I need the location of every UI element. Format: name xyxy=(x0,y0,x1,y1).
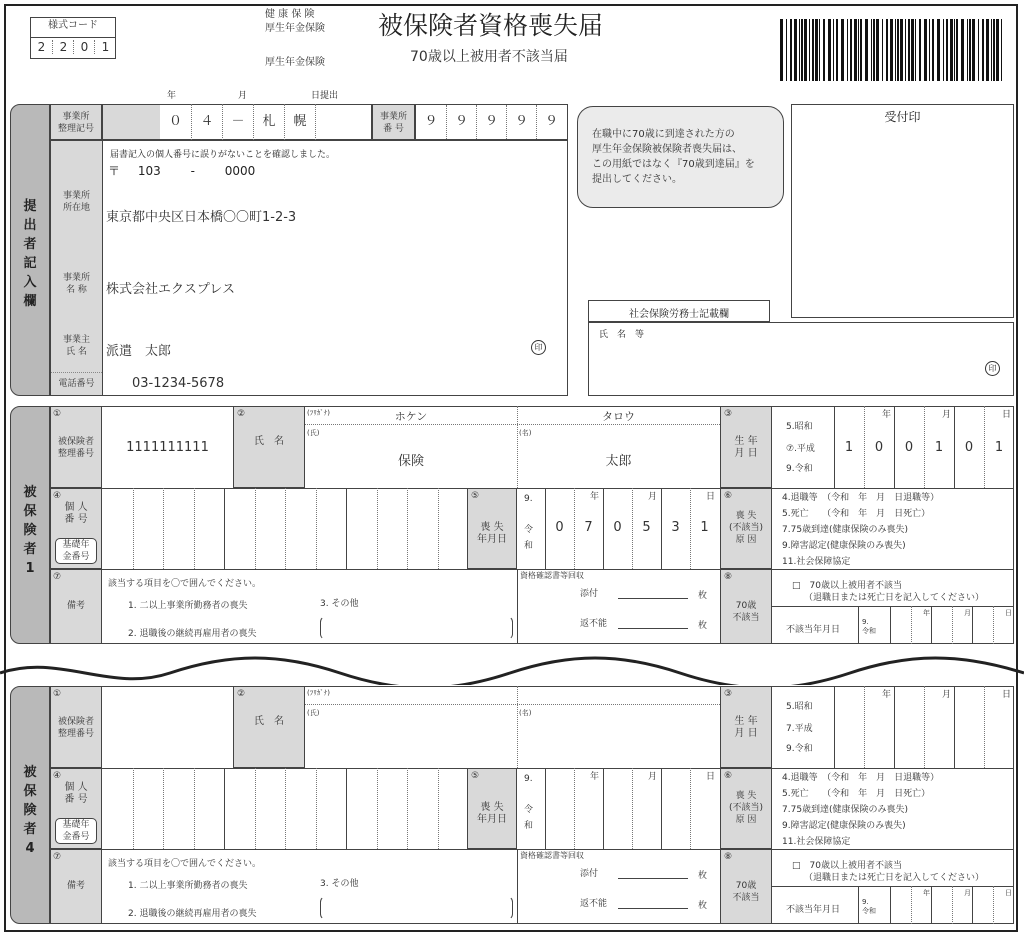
insured4-remarks-label: 備考 xyxy=(66,881,85,891)
insured1-side-label xyxy=(10,406,50,644)
phone-label: 電話番号 xyxy=(58,379,95,389)
insured4-age70-label: 70歳 不該当 xyxy=(732,881,760,903)
insured4-num1: ① xyxy=(52,689,62,699)
form-code-digit: 0 xyxy=(73,40,95,54)
form-code-digit: 2 xyxy=(52,40,74,54)
postal-dash: - xyxy=(190,164,195,178)
office-number-digit: ９ xyxy=(506,105,536,139)
insured1-era-heisei: ⑦.平成 xyxy=(786,444,815,454)
insured1-loss-digit: 0 xyxy=(555,520,564,535)
insured1-era-showa: 5.昭和 xyxy=(786,422,813,432)
insured1-loss-digit: 1 xyxy=(700,520,709,535)
side-char: 記 xyxy=(23,256,37,271)
insured4-side-label xyxy=(10,686,50,924)
insured4-era-heisei: 7.平成 xyxy=(786,724,813,734)
office-code-chars xyxy=(160,104,372,140)
insured1-reason-0: 4.退職等 （令和 年 月 日退職等） xyxy=(782,493,940,503)
postal-code-1: 103 xyxy=(137,164,161,178)
insured4-name-label: 氏 名 xyxy=(254,716,284,727)
insured1-reason-1: 5.死亡 （令和 年 月 日死亡） xyxy=(782,509,931,519)
insured4-num2: ② xyxy=(236,689,246,699)
insured1-basic-pension-label: 基礎年 金番号 xyxy=(62,540,90,562)
insured4-remarks-item-1: 1. 二以上事業所勤務者の喪失 xyxy=(128,881,248,891)
side-char: 者 xyxy=(23,542,37,557)
insurance-type-2: 厚生年金保険 xyxy=(265,23,325,34)
side-char: 4 xyxy=(25,841,35,856)
insured1-age70-note: （退職日または死亡日を記入してください） xyxy=(804,593,985,603)
insured1-birth-digit: 1 xyxy=(844,440,854,455)
insured1-name-label: 氏 名 xyxy=(254,436,284,447)
sharoushi-seal-icon: 印 xyxy=(985,361,1000,376)
insured4-reason-label: 喪 失 (不該当) 原 因 xyxy=(728,791,764,825)
office-code-label-cell xyxy=(50,104,102,140)
insurance-types xyxy=(265,8,325,70)
insured4-reason-3: 9.障害認定(健康保険のみ喪失) xyxy=(782,821,906,831)
insured1-attached-label: 添付 xyxy=(580,589,599,599)
insured1-birth-digit: 0 xyxy=(964,440,974,455)
office-number-digit: ９ xyxy=(424,114,438,129)
reception-label: 受付印 xyxy=(884,110,921,124)
insured1-birth-digit: 0 xyxy=(904,440,914,455)
barcode xyxy=(778,19,1006,81)
office-address: 東京都中央区日本橋〇〇町1-2-3 xyxy=(106,210,297,225)
insured1-loss-digit: 7 xyxy=(584,520,593,535)
insured1-reason-2: 7.75歳到達(健康保険のみ喪失) xyxy=(782,525,909,535)
insured4-age70-date-label: 不該当年月日 xyxy=(786,905,841,915)
office-code-char: 札 xyxy=(253,104,284,140)
side-char: 出 xyxy=(23,218,37,233)
insured1-id-label: 被保険者 整理番号 xyxy=(57,437,94,459)
sharoushi-title-box xyxy=(588,300,770,322)
insured1-given-kana: タロウ xyxy=(602,410,635,423)
submit-day-label: 日提出 xyxy=(311,91,339,101)
insured4-attached-label: 添付 xyxy=(580,869,599,879)
form-subtitle: 70歳以上被用者不該当届 xyxy=(410,49,568,65)
address-label: 事業所 所在地 xyxy=(62,191,90,213)
side-char: 被 xyxy=(23,765,37,780)
insured1-card-return-title: 資格確認書等回収 xyxy=(520,571,584,580)
side-char: 険 xyxy=(23,803,37,818)
insured4-card-return-title: 資格確認書等回収 xyxy=(520,851,584,860)
insured1-mynumber-label: 個 人 番 号 xyxy=(64,502,88,525)
postal-prefix: 〒 xyxy=(108,164,121,178)
form-title: 被保険者資格喪失届 xyxy=(378,11,604,40)
insured1-age70-label: 70歳 不該当 xyxy=(732,601,760,623)
side-char: 者 xyxy=(23,822,37,837)
insured1-reason-label: 喪 失 (不該当) 原 因 xyxy=(728,511,764,545)
insured1-reason-4: 11.社会保障協定 xyxy=(782,557,851,567)
insured1-era-reiwa: 9.令和 xyxy=(786,464,813,474)
side-char: 保 xyxy=(23,784,37,799)
insured4-reason-1: 5.死亡 （令和 年 月 日死亡） xyxy=(782,789,931,799)
omission-wave xyxy=(0,645,1024,685)
office-code-char: ４ xyxy=(191,104,222,140)
insured4-mynumber-label: 個 人 番 号 xyxy=(64,782,88,805)
insurance-type-1: 健 康 保 険 xyxy=(265,9,315,20)
insured1-surname: 保険 xyxy=(397,454,424,469)
office-number-label-cell xyxy=(372,104,415,140)
insurance-type-3: 厚生年金保険 xyxy=(265,57,325,68)
insured1-age70-date-label: 不該当年月日 xyxy=(786,625,841,635)
form-code-label: 様式コード xyxy=(48,20,98,31)
form-code-box xyxy=(30,17,116,59)
insured4-reason-0: 4.退職等 （令和 年 月 日退職等） xyxy=(782,773,940,783)
insured4-reason-4: 11.社会保障協定 xyxy=(782,837,851,847)
insured1-remarks-item-1: 1. 二以上事業所勤務者の喪失 xyxy=(128,601,248,611)
insured1-birth-digit: 1 xyxy=(934,440,944,455)
side-char: 被 xyxy=(23,485,37,500)
office-number-digit: ９ xyxy=(446,105,476,139)
insured4-age70-check: □ 70歳以上被用者不該当 xyxy=(792,861,902,871)
insured4-remarks-item-2: 2. 退職後の継続再雇用者の喪失 xyxy=(128,909,257,919)
insured1-remarks-item-2: 2. 退職後の継続再雇用者の喪失 xyxy=(128,629,257,639)
owner-name: 派遣 太郎 xyxy=(106,344,172,359)
submit-month-label: 月 xyxy=(238,91,248,101)
insured1-given: 太郎 xyxy=(605,454,632,469)
office-code-label: 事業所 整理記号 xyxy=(57,112,94,134)
side-char: 1 xyxy=(25,561,35,576)
owner-name-label: 事業主 氏 名 xyxy=(62,335,90,357)
insured1-unreturnable-label: 返不能 xyxy=(580,619,608,629)
phone-number: 03-1234-5678 xyxy=(132,376,225,391)
insured1-loss-date-label: 喪 失 年月日 xyxy=(477,522,507,545)
insured4-era-showa: 5.昭和 xyxy=(786,702,813,712)
insured1-num2: ② xyxy=(236,409,246,419)
office-number-digit: ９ xyxy=(476,105,506,139)
form-code-digit: 2 xyxy=(37,40,46,54)
form-code-digits xyxy=(31,38,115,58)
form-code-digit: 1 xyxy=(94,40,116,54)
insured4-id-label: 被保険者 整理番号 xyxy=(57,717,94,739)
insured4-loss-date-label: 喪 失 年月日 xyxy=(477,802,507,825)
office-number-digit: ９ xyxy=(536,105,566,139)
notice-box xyxy=(577,106,784,208)
insured1-id-value: 1111111111 xyxy=(126,440,209,455)
insured1-age70-check: □ 70歳以上被用者不該当 xyxy=(792,581,902,591)
insured1-birth-label: 生 年 月 日 xyxy=(734,436,758,459)
insured1-num1: ① xyxy=(52,409,62,419)
insured1-remarks-instruction: 該当する項目を〇で囲んでください。 xyxy=(108,579,262,589)
insured4-basic-pension-label: 基礎年 金番号 xyxy=(62,820,90,842)
submit-year-label: 年 xyxy=(167,91,177,101)
office-number-field xyxy=(415,104,568,140)
insured4-remarks-item-3: 3. その他 xyxy=(320,879,359,889)
insured1-reason-3: 9.障害認定(健康保険のみ喪失) xyxy=(782,541,906,551)
sharoushi-name-label: 氏 名 等 xyxy=(599,330,645,340)
side-char: 者 xyxy=(23,237,37,252)
side-char: 提 xyxy=(23,199,37,214)
sharoushi-title: 社会保険労務士記載欄 xyxy=(629,309,729,320)
insured1-loss-digit: 3 xyxy=(671,520,680,535)
side-char: 保 xyxy=(23,504,37,519)
reception-stamp-box xyxy=(791,104,1014,318)
office-name: 株式会社エクスプレス xyxy=(106,282,235,297)
side-char: 険 xyxy=(23,523,37,538)
notice-text: 在職中に70歳に到達された方の 厚生年金保険被保険者喪失届は、 この用紙ではなく『70歳到達届』を 提出してください。 xyxy=(592,129,755,185)
side-char: 入 xyxy=(23,275,37,290)
office-name-label: 事業所 名 称 xyxy=(62,273,90,295)
insured4-unreturnable-label: 返不能 xyxy=(580,899,608,909)
insured1-remarks-item-3: 3. その他 xyxy=(320,599,359,609)
insured4-era-reiwa: 9.令和 xyxy=(786,744,813,754)
insured1-remarks-label: 備考 xyxy=(66,601,85,611)
insured1-birth-digit: 0 xyxy=(874,440,884,455)
sharoushi-box xyxy=(588,322,1014,396)
office-code-char: 幌 xyxy=(284,104,315,140)
insured1-loss-digit: 5 xyxy=(642,520,651,535)
office-code-char: ０ xyxy=(168,114,182,129)
submitter-side-label xyxy=(10,104,50,396)
side-char: 欄 xyxy=(23,294,37,309)
postal-code-2: 0000 xyxy=(224,164,256,178)
insured4-age70-note: （退職日または死亡日を記入してください） xyxy=(804,873,985,883)
office-code-char: － xyxy=(222,104,253,140)
insured4-birth-label: 生 年 月 日 xyxy=(734,716,758,739)
insured4-remarks-instruction: 該当する項目を〇で囲んでください。 xyxy=(108,859,262,869)
confirm-note: 届書記入の個人番号に誤りがないことを確認しました。 xyxy=(110,150,336,160)
insured1-surname-kana: ホケン xyxy=(394,410,428,423)
insured1-birth-digit: 1 xyxy=(994,440,1004,455)
postal-code xyxy=(108,162,255,179)
insured4-reason-2: 7.75歳到達(健康保険のみ喪失) xyxy=(782,805,909,815)
owner-seal-icon: 印 xyxy=(531,340,546,355)
office-number-label: 事業所 番 号 xyxy=(379,112,407,134)
insured1-loss-digit: 0 xyxy=(613,520,622,535)
